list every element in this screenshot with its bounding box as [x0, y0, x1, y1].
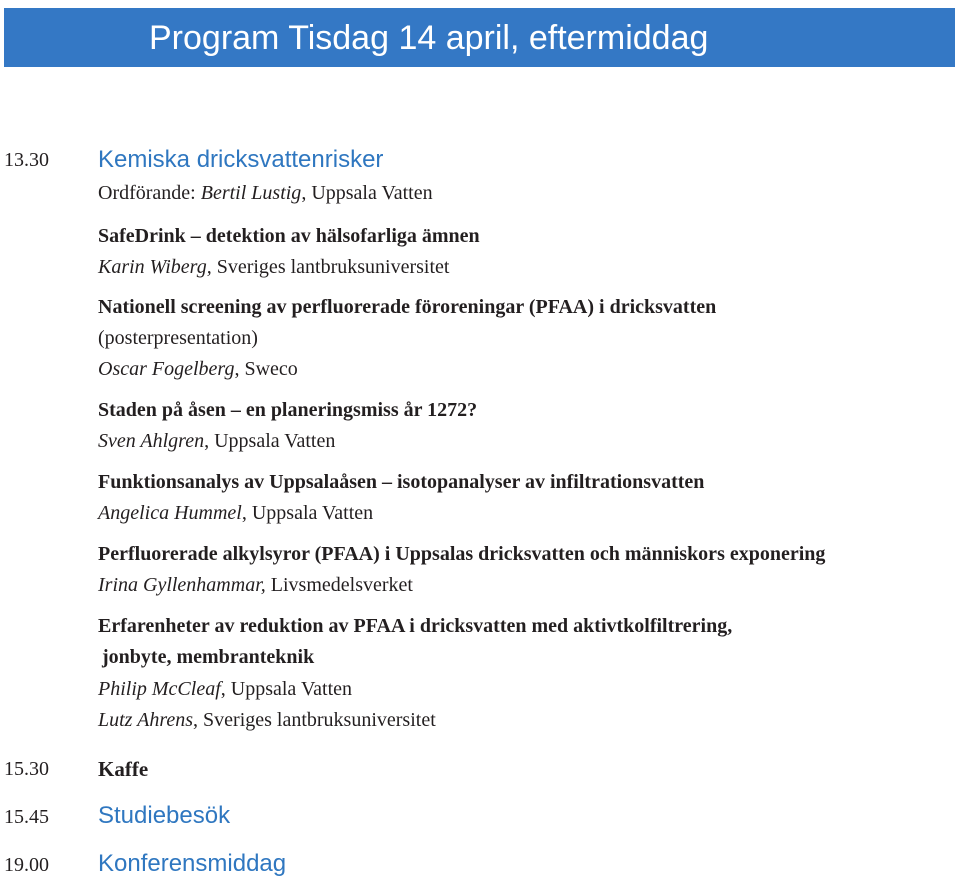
speaker-name: Karin Wiberg,: [98, 256, 212, 278]
speaker-name: Lutz Ahrens: [98, 709, 194, 731]
talk-title: Funktionsanalys av Uppsalaåsen – isotopanalyser av infiltrationsvatten: [98, 471, 705, 493]
break-time: 15.30: [4, 758, 49, 780]
break-label: Kaffe: [98, 757, 149, 781]
page-title: Program Tisdag 14 april, eftermiddag: [149, 19, 709, 57]
speaker-org: Sveriges lantbruksuniversitet: [211, 256, 450, 278]
chair-org: , Uppsala Vatten: [301, 182, 433, 204]
speaker-line: [98, 573, 413, 597]
speaker-line: [98, 677, 352, 701]
speaker-line: [98, 708, 436, 732]
talk-title: Erfarenheter av reduktion av PFAA i dricksvatten med aktivtkolfiltrering,: [98, 615, 733, 637]
speaker-org: , Sveriges lantbruksuniversitet: [193, 709, 436, 731]
speaker-org: Livsmedelsverket: [265, 574, 413, 596]
speaker-line: [98, 501, 373, 525]
speaker-name: Sven Ahlgren: [98, 430, 205, 452]
chair-line: [98, 181, 433, 205]
break-label: Konferensmiddag: [98, 850, 287, 877]
speaker-name: Oscar Fogelberg: [98, 358, 235, 380]
speaker-name: Philip McCleaf: [98, 678, 221, 700]
talk-title: SafeDrink – detektion av hälsofarliga ämnen: [98, 225, 480, 247]
speaker-name: Angelica Hummel: [98, 502, 242, 524]
break-time: 19.00: [4, 854, 49, 876]
speaker-org: , Sweco: [234, 358, 298, 380]
speaker-org: , Uppsala Vatten: [220, 678, 353, 700]
talk-title: Staden på åsen – en planeringsmiss år 1272?: [98, 399, 478, 421]
session-title: Kemiska dricksvattenrisker: [98, 146, 384, 173]
talk-title-cont: jonbyte, membranteknik: [102, 646, 315, 668]
header-banner: [4, 8, 955, 67]
speaker-line: [98, 429, 335, 453]
chair-prefix: Ordförande:: [98, 182, 196, 204]
session-time: 13.30: [4, 149, 49, 171]
break-time: 15.45: [4, 806, 49, 828]
speaker-org: , Uppsala Vatten: [204, 430, 336, 452]
talk-title: Nationell screening av perfluorerade föroreningar (PFAA) i dricksvatten: [98, 296, 717, 318]
speaker-line: [98, 255, 449, 279]
speaker-org: , Uppsala Vatten: [241, 502, 374, 524]
break-label: Studiebesök: [98, 802, 231, 829]
speaker-line: [98, 357, 298, 381]
chair-name: Bertil Lustig: [200, 182, 302, 204]
speaker-name: Irina Gyllenhammar,: [98, 574, 266, 596]
talk-title: Perfluorerade alkylsyror (PFAA) i Uppsalas dricksvatten och människors exponering: [98, 543, 826, 565]
talk-title-cont: (posterpresentation): [98, 327, 258, 349]
